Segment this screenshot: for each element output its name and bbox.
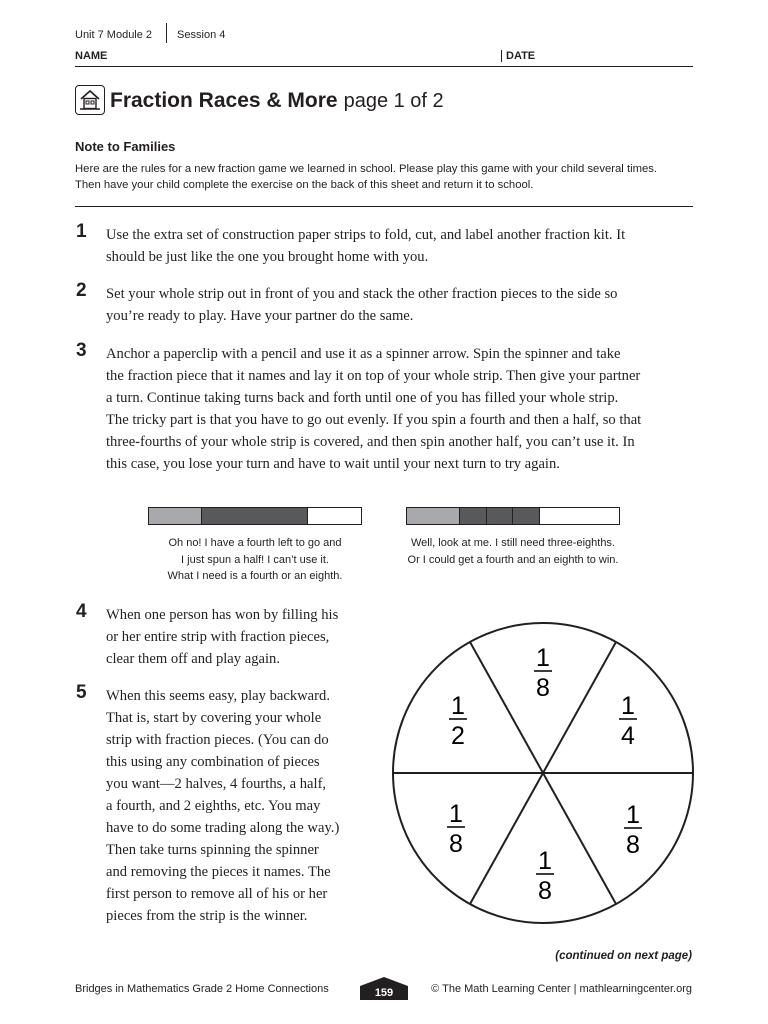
step-line: a turn. Continue taking turns back and forth until one of you has filled your whole strip.: [106, 390, 619, 406]
fraction-denominator: 8: [626, 831, 640, 859]
step-line: have to do some trading along the way.): [106, 820, 340, 836]
strip-segment: [308, 508, 361, 524]
fraction-denominator: 2: [451, 722, 465, 750]
date-label: DATE: [501, 50, 535, 62]
unit-module-label: Unit 7 Module 2: [75, 28, 153, 41]
strip-segment: [460, 508, 487, 524]
title-main: Fraction Races & More: [110, 89, 338, 113]
caption-line: I just spun a half! I can’t use it.: [181, 553, 329, 566]
step-number: 3: [76, 340, 87, 361]
step-line: three-fourths of your whole strip is covered, and then spin another half, you can’t use it. In: [106, 434, 635, 450]
step-line: first person to remove all of his or her: [106, 886, 328, 902]
step-line: clear them off and play again.: [106, 651, 280, 667]
step-line: Set your whole strip out in front of you and stack the other fraction pieces to the side so: [106, 286, 618, 302]
step-line: and removing the pieces it names. The: [106, 864, 331, 880]
fraction-strip-example-1: [148, 507, 362, 525]
fraction-numerator: 1: [626, 801, 640, 829]
strip-caption-2: [380, 535, 646, 568]
title-page: page 1 of 2: [343, 90, 444, 113]
strip-segment: [202, 508, 308, 524]
page-number: 159: [374, 987, 394, 999]
fraction-numerator: 1: [449, 800, 463, 828]
step-line: Then take turns spinning the spinner: [106, 842, 319, 858]
divider: [75, 206, 693, 207]
caption-line: What I need is a fourth or an eighth.: [167, 570, 343, 582]
step-number: 2: [76, 280, 87, 301]
name-label: NAME: [75, 50, 108, 62]
footer-left: Bridges in Mathematics Grade 2 Home Connections: [75, 983, 329, 995]
step-line: you want—2 halves, 4 fourths, a half,: [106, 776, 327, 792]
caption-line: Well, look at me. I still need three-eighths.: [410, 537, 615, 549]
session-label: Session 4: [177, 28, 226, 41]
fraction-numerator: 1: [536, 644, 550, 672]
fraction-denominator: 8: [538, 877, 552, 905]
fraction-strip-example-2: [406, 507, 620, 525]
fraction-numerator: 1: [538, 847, 552, 875]
page-number-badge: [360, 976, 408, 1000]
step-1: [76, 221, 706, 268]
step-line: this using any combination of pieces: [106, 754, 320, 770]
fraction-numerator: 1: [621, 692, 635, 720]
step-line: The tricky part is that you have to go out evenly. If you spin a fourth and then a half, so that: [106, 412, 642, 428]
strip-caption-1: [130, 535, 380, 585]
header: [75, 25, 225, 45]
step-number: 4: [76, 601, 87, 622]
step-line: When this seems easy, play backward.: [106, 688, 330, 704]
step-line: When one person has won by filling his: [106, 607, 339, 623]
fraction-spinner: [388, 615, 698, 929]
fraction-denominator: 4: [621, 722, 635, 750]
strip-segment: [513, 508, 540, 524]
caption-line: Or I could get a fourth and an eighth to win.: [407, 553, 619, 566]
step-line: should be just like the one you brought home with you.: [106, 249, 429, 265]
step-line: a fourth, and 2 eighths, etc. You may: [106, 798, 321, 814]
step-line: strip with fraction pieces. (You can do: [106, 732, 329, 748]
step-number: 5: [76, 682, 87, 703]
note-line: Then have your child complete the exercise on the back of this sheet and return it to school.: [75, 179, 534, 191]
step-line: the fraction piece that it names and lay it on top of your whole strip. Then give your partner: [106, 368, 641, 384]
step-number: 1: [76, 221, 87, 242]
step-4: [76, 601, 386, 670]
step-line: That is, start by covering your whole: [106, 710, 322, 726]
step-line: or her entire strip with fraction pieces,: [106, 629, 330, 645]
step-line: Anchor a paperclip with a pencil and use it as a spinner arrow. Spin the spinner and take: [106, 346, 621, 362]
step-line: this case, you lose your turn and have to wait until your next turn to try again.: [106, 456, 560, 472]
fraction-denominator: 8: [536, 674, 550, 702]
note-line: Here are the rules for a new fraction game we learned in school. Please play this game with your child several times.: [75, 163, 658, 175]
strip-segment: [149, 508, 202, 524]
note-heading: Note to Families: [75, 139, 176, 154]
home-icon: [75, 85, 105, 115]
fraction-denominator: 8: [449, 830, 463, 858]
footer-right: © The Math Learning Center | mathlearningcenter.org: [431, 983, 692, 995]
note-body: [75, 161, 695, 193]
step-3: [76, 340, 706, 475]
continued-note: (continued on next page): [555, 950, 692, 962]
step-line: Use the extra set of construction paper strips to fold, cut, and label another fraction kit. It: [106, 227, 626, 243]
fraction-numerator: 1: [451, 692, 465, 720]
step-line: pieces from the strip is the winner.: [106, 908, 308, 924]
step-2: [76, 280, 706, 327]
page-title: [75, 88, 444, 122]
name-date-line[interactable]: [75, 50, 693, 67]
strip-segment: [540, 508, 620, 524]
strip-segment: [407, 508, 460, 524]
caption-line: Oh no! I have a fourth left to go and: [168, 537, 342, 549]
step-5: [76, 682, 386, 927]
strip-segment: [487, 508, 514, 524]
header-divider: [166, 23, 167, 43]
step-line: you’re ready to play. Have your partner do the same.: [106, 308, 414, 324]
